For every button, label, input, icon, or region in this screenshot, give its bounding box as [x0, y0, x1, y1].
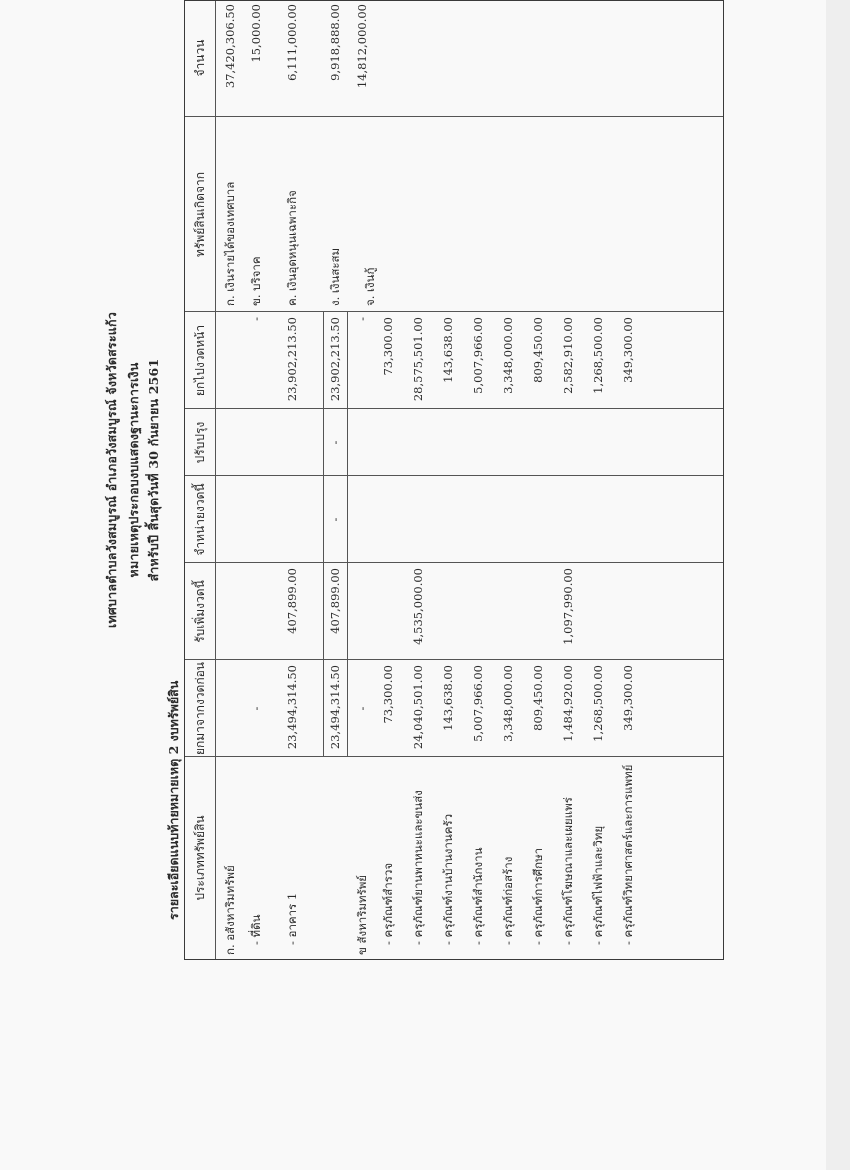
col-divider [185, 475, 723, 476]
period-title: สำหรับปี สิ้นสุดวันที่ 30 กันยายน 2561 [146, 358, 161, 582]
carry-value: 143,638.00 [441, 317, 455, 383]
prev-value: 73,300.00 [381, 665, 395, 724]
col-header-add: รับเพิ่มงวดนี้ [193, 580, 207, 643]
doc-subtitle: หมายเหตุประกอบงบแสดงฐานะการเงิน [126, 362, 141, 578]
source-amount: 6,111,000.00 [285, 4, 299, 81]
header-rule [215, 1, 216, 959]
prev-value: 3,348,000.00 [501, 665, 515, 742]
carry-value: 73,300.00 [381, 317, 395, 376]
subtotal-carry: 23,902,213.50 [328, 317, 342, 402]
add-value: 407,899.00 [285, 568, 299, 634]
row-label: - ครุภัณฑ์ก่อสร้าง [501, 856, 515, 945]
col-divider [185, 562, 723, 563]
row-label: ข สังหาริมทรัพย์ [355, 874, 369, 955]
col-header-carry: ยกไปงวดหน้า [193, 324, 207, 397]
rotated-content [100, 0, 800, 960]
row-label: - ครุภัณฑ์ยานพาหนะและขนส่ง [411, 790, 425, 945]
row-label: - ครุภัณฑ์วิทยาศาสตร์และการแพทย์ [621, 764, 635, 945]
subtotal-add: 407,899.00 [328, 568, 342, 634]
subtotal-adjust: - [328, 440, 342, 445]
source-amount: 14,812,000.00 [355, 4, 369, 89]
prev-value: - [355, 706, 369, 711]
source-item: ข. บริจาค [249, 256, 263, 306]
prev-value: 5,007,966.00 [471, 665, 485, 742]
carry-value: 3,348,000.00 [501, 317, 515, 394]
carry-value: 28,575,501.00 [411, 317, 425, 402]
prev-value: 24,040,501.00 [411, 665, 425, 750]
subtotal-prev: 23,494,314.50 [328, 665, 342, 750]
col-divider [185, 116, 723, 117]
subtotal-dispose: - [328, 517, 342, 522]
prev-value: 143,638.00 [441, 665, 455, 731]
subtotal-rule-top [323, 312, 324, 757]
subtotal-rule-bottom [347, 312, 348, 757]
prev-value: 1,268,500.00 [591, 665, 605, 742]
source-amount: 9,918,888.00 [328, 4, 342, 81]
carry-value: 809,450.00 [531, 317, 545, 383]
carry-value: 5,007,966.00 [471, 317, 485, 394]
row-label: ก. อสังหาริมทรัพย์ [223, 865, 237, 955]
carry-value: - [355, 317, 369, 321]
row-label: - อาคาร 1 [285, 892, 299, 945]
carry-value: 23,902,213.50 [285, 317, 299, 402]
asset-table [184, 0, 724, 960]
row-label: - ครุภัณฑ์งานบ้านงานครัว [441, 813, 455, 945]
prev-value: 349,300.00 [621, 665, 635, 731]
source-item: จ. เงินกู้ [363, 267, 377, 306]
col-header-adjust: ปรับปรุง [193, 421, 207, 464]
row-label: - ครุภัณฑ์การศึกษา [531, 847, 545, 945]
source-item: ค. เงินอุดหนุนเฉพาะกิจ [285, 190, 299, 306]
carry-value: 2,582,910.00 [561, 317, 575, 394]
source-amount: 37,420,306.50 [223, 4, 237, 89]
col-divider [185, 659, 723, 660]
source-amount: 15,000.00 [249, 4, 263, 63]
row-label: - ครุภัณฑ์โฆษณาและเผยแพร่ [561, 797, 575, 945]
carry-value: - [249, 317, 263, 321]
col-header-source: ทรัพย์สินเกิดจาก [193, 171, 207, 258]
source-item: ก. เงินรายได้ของเทศบาล [223, 181, 237, 306]
prev-value: - [249, 706, 263, 711]
prev-value: 23,494,314.50 [285, 665, 299, 750]
prev-value: 1,484,920.00 [561, 665, 575, 742]
org-title: เทศบาลตำบลวังสมบูรณ์ อำเภอวังสมบูรณ์ จังหวัดสระแก้ว [104, 311, 119, 629]
add-value: 1,097,990.00 [561, 568, 575, 645]
row-label: - ครุภัณฑ์สำรวจ [381, 862, 395, 945]
col-header-amount: จำนวน [193, 39, 207, 77]
row-label: - ครุภัณฑ์ไฟฟ้าและวิทยุ [591, 825, 605, 945]
row-label: - ครุภัณฑ์สำนักงาน [471, 847, 485, 945]
add-value: 4,535,000.00 [411, 568, 425, 645]
col-header-prev: ยกมาจากงวดก่อน [193, 661, 207, 756]
row-label: - ที่ดิน [249, 914, 263, 945]
col-divider [185, 311, 723, 312]
col-header-dispose: จำหน่ายงวดนี้ [193, 483, 207, 556]
prev-value: 809,450.00 [531, 665, 545, 731]
col-header-type: ประเภททรัพย์สิน [193, 815, 207, 901]
note-title: รายละเอียดแนบท้ายหมายเหตุ 2 งบทรัพย์สิน [166, 680, 181, 920]
source-item: ง. เงินสะสม [328, 247, 342, 306]
carry-value: 1,268,500.00 [591, 317, 605, 394]
carry-value: 349,300.00 [621, 317, 635, 383]
